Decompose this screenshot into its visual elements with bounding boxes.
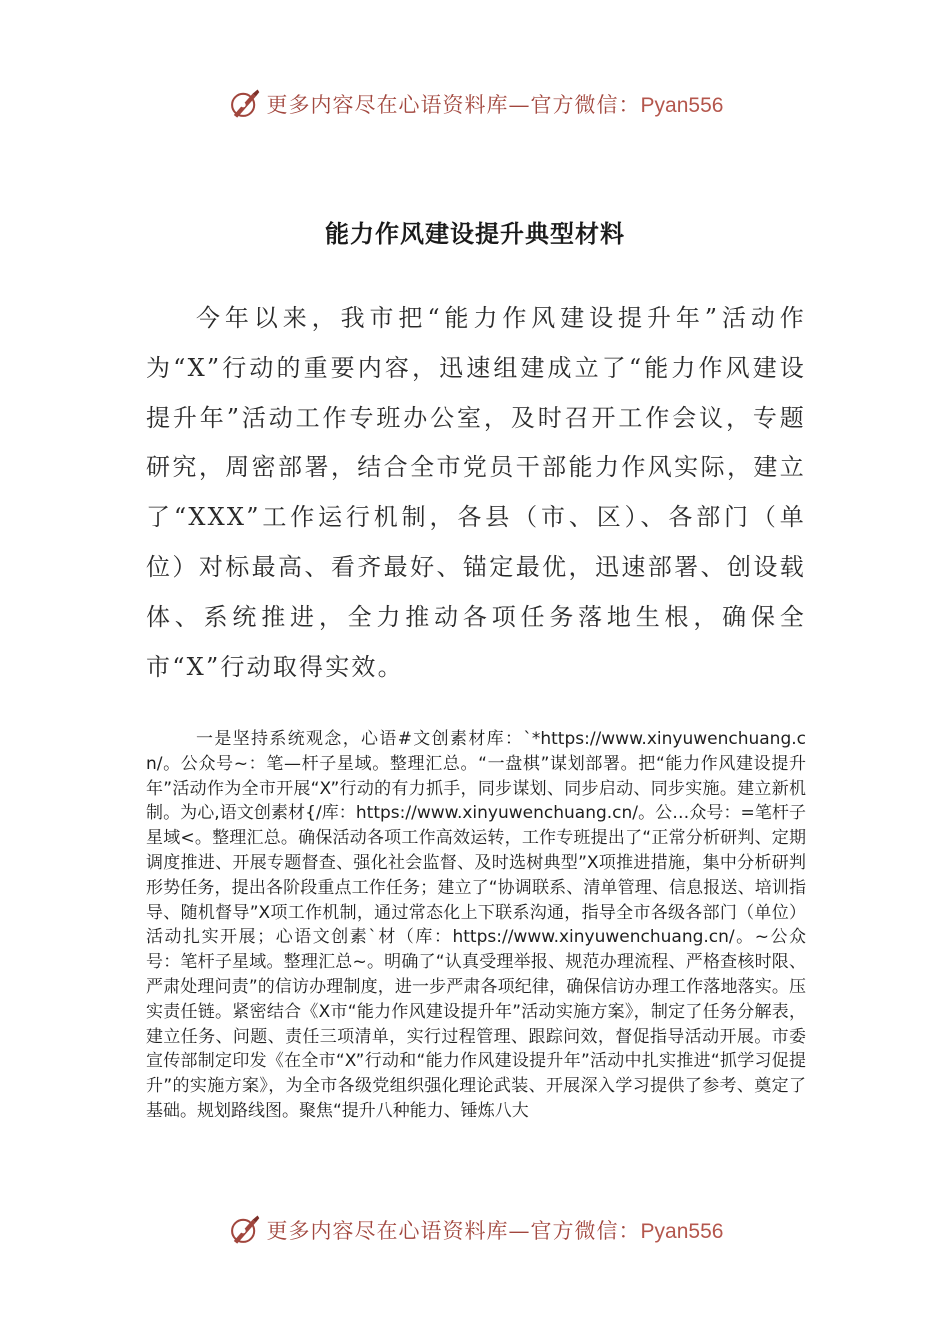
header-banner-handle: Pyan556	[640, 94, 724, 117]
header-banner	[0, 84, 950, 124]
footer-banner	[0, 1210, 950, 1250]
header-banner-text: 更多内容尽在心语资料库—官方微信：Pyan556	[266, 93, 724, 117]
lead-paragraph: 今年以来，我市把“能力作风建设提升年”活动作为“X”行动的重要内容，迅速组建成立了“能力作风建设提升年”活动工作专班办公室，及时召开工作会议，专题研究，周密部署，结合全市党员干部能力作风实际，建立了“XXX”工作运行机制，各县（市、区）、各部门（单位）对标最高、看齐最好、锚定最优，迅速部署、创设载体、系统推进，全力推动各项任务落地生根，确保全市“X”行动取得实效。	[146, 304, 806, 681]
pen-logo-icon	[227, 1213, 261, 1247]
footer-banner-text: 更多内容尽在心语资料库—官方微信：Pyan556	[266, 1219, 724, 1243]
footer-banner-handle: Pyan556	[640, 1220, 724, 1243]
page-title: 能力作风建设提升典型材料	[325, 219, 625, 248]
pen-logo-icon	[227, 87, 261, 121]
body-paragraph: 一是坚持系统观念，心语#文创素材库：`*https://www.xinyuwenchuang.cn/。公众号~：笔—杆子星域。整理汇总。“一盘棋”谋划部署。把“能力作风建设提升年”活动作为全市开展“X”行动的有力抓手，同步谋划、同步启动、同步实施。建立新机制。为心,语文创素材{/库：https://www.xinyuwenchuang.cn/。公…众号：=笔杆子星域<。整理汇总。确保活动各项工作高效运转，工作专班提出了“正常分析研判、定期调度推进、开展专题督查、强化社会监督、及时选树典型”X项推进措施，集中分析研判形势任务，提出各阶段重点工作任务；建立了“协调联系、清单管理、信息报送、培训指导、随机督导”X项工作机制，通过常态化上下联系沟通，指导全市各级各部门（单位）活动扎实开展；心语文创素`材（库：https://www.xinyuwenchuang.cn/。~公众号：笔杆子星域。整理汇总~。明确了“认真受理举报、规范办理流程、严格查核时限、严肃处理问责”的信访办理制度，进一步严肃各项纪律，确保信访办理工作落地落实。压实责任链。紧密结合《X市“能力作风建设提升年”活动实施方案》，制定了任务分解表，建立任务、问题、责任三项清单，实行过程管理、跟踪问效，督促指导活动开展。市委宣传部制定印发《在全市“X”行动和“能力作风建设提升年”活动中扎实推进“抓学习促提升”的实施方案》，为全市各级党组织强化理论武装、开展深入学习提供了参考、奠定了基础。规划路线图。聚焦“提升八种能力、锤炼八大	[146, 729, 806, 1121]
